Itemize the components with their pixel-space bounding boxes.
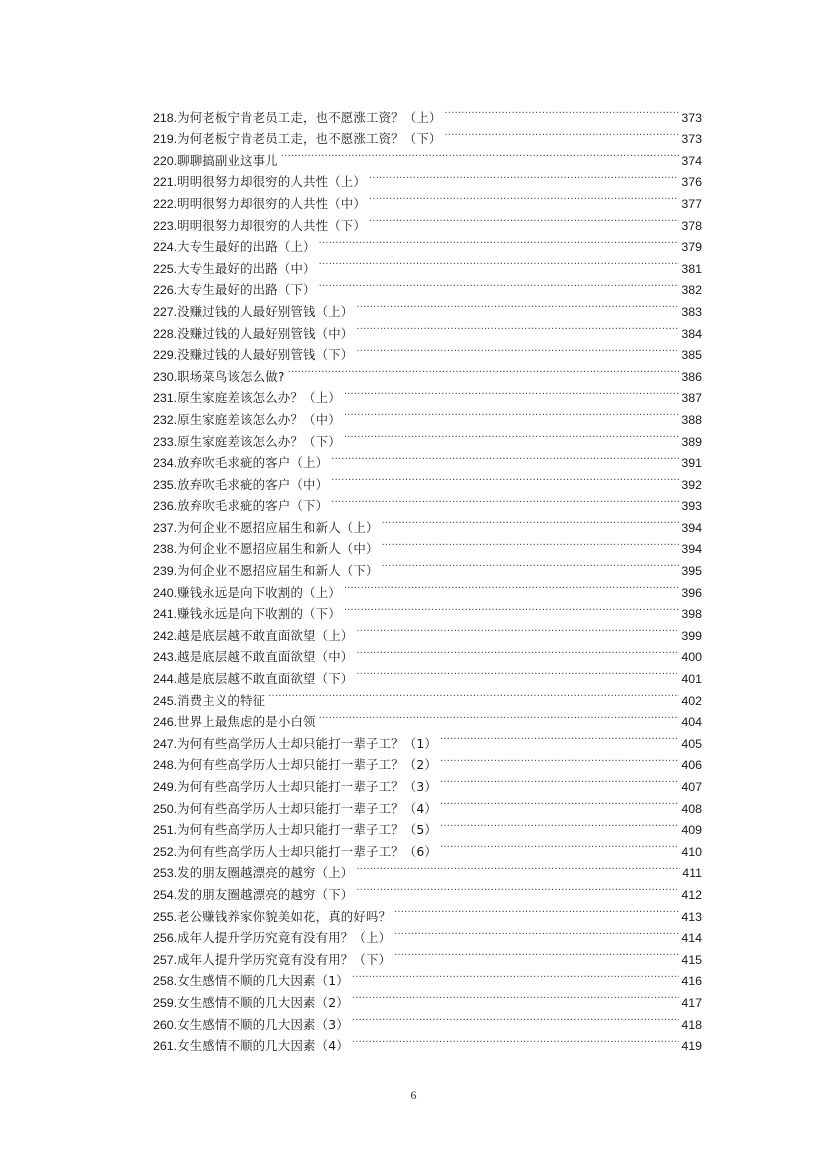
toc-entry-page: 387 [681, 391, 702, 406]
toc-entry-title: 大专生最好的出路（上） [177, 239, 316, 255]
toc-dot-leader [352, 964, 679, 986]
toc-entry-page: 411 [682, 866, 702, 881]
toc-entry-number: 221. [153, 175, 178, 190]
toc-entry-number: 247. [153, 736, 178, 751]
toc-entry-page: 413 [681, 909, 702, 924]
toc-entry-page: 383 [681, 304, 702, 319]
toc-entry-number: 228. [153, 326, 178, 341]
toc-entry-number: 259. [153, 995, 178, 1010]
toc-entry-page: 379 [681, 240, 702, 255]
toc-entry-title: 放弃吹毛求疵的客户（上） [177, 455, 329, 471]
toc-dot-leader [281, 143, 679, 165]
toc-entry-page: 385 [681, 348, 702, 363]
toc-dot-leader [319, 273, 680, 295]
toc-entry-page: 402 [681, 693, 702, 708]
toc-entry-page: 406 [681, 758, 702, 773]
toc-entry-page: 408 [681, 801, 702, 816]
toc-entry-number: 223. [153, 218, 178, 233]
toc-dot-leader [344, 424, 680, 446]
toc-entry-title: 为何老板宁肯老员工走，也不愿涨工资？（上） [177, 109, 442, 125]
toc-entry-title: 聊聊搞副业这事儿 [177, 152, 278, 168]
toc-entry-title: 女生感情不顺的几大因素（2） [177, 994, 349, 1010]
toc-entry-number: 232. [153, 412, 178, 427]
toc-entry-title: 越是底层越不敢直面欲望（下） [177, 671, 354, 687]
toc-entry-number: 231. [153, 391, 178, 406]
toc-entry-number: 241. [153, 607, 178, 622]
toc-dot-leader [344, 575, 680, 597]
toc-entry-number: 248. [153, 758, 178, 773]
toc-entry-title: 为何有些高学历人士却只能打一辈子工？（1） [177, 735, 438, 751]
toc-entry-number: 229. [153, 348, 178, 363]
toc-dot-leader [356, 856, 680, 878]
toc-entry-page: 378 [681, 218, 702, 233]
toc-entry-title: 原生家庭差该怎么办？（上） [177, 390, 341, 406]
toc-dot-leader [331, 467, 679, 489]
toc-entry-page: 395 [681, 564, 702, 579]
toc-entry-page: 409 [681, 823, 702, 838]
toc-dot-leader [344, 597, 680, 619]
toc-entry-number: 257. [153, 952, 178, 967]
toc-entry-page: 394 [681, 542, 702, 557]
toc-dot-leader [356, 877, 679, 899]
toc-entry-page: 419 [681, 1039, 702, 1054]
toc-entry-page: 418 [681, 1017, 702, 1032]
toc-entry-number: 256. [153, 931, 178, 946]
toc-entry-title: 赚钱永远是向下收割的（下） [177, 606, 341, 622]
toc-entry-title: 为何老板宁肯老员工走，也不愿涨工资？（下） [177, 131, 442, 147]
toc-entry-number: 234. [153, 456, 178, 471]
toc-entry-number: 250. [153, 801, 178, 816]
toc-dot-leader [440, 813, 679, 835]
toc-entry-title: 为何企业不愿招应届生和新人（下） [177, 563, 379, 579]
toc-entry-page: 393 [681, 499, 702, 514]
toc-entry-title: 为何企业不愿招应届生和新人（中） [177, 541, 379, 557]
toc-entry-title: 明明很努力却很穷的人共性（下） [177, 217, 366, 233]
toc-entry-page: 377 [681, 196, 702, 211]
toc-entry-number: 227. [153, 304, 178, 319]
toc-dot-leader [319, 230, 680, 252]
toc-entry-title: 明明很努力却很穷的人共性（上） [177, 174, 366, 190]
toc-dot-leader [394, 899, 679, 921]
toc-entry-title: 原生家庭差该怎么办？（下） [177, 433, 341, 449]
toc-entry-number: 230. [153, 369, 178, 384]
table-of-contents [153, 100, 702, 1054]
toc-entry-title: 发的朋友圈越漂亮的越穷（上） [177, 865, 354, 881]
toc-entry-page: 396 [681, 585, 702, 600]
toc-entry-number: 254. [153, 887, 178, 902]
toc-dot-leader [369, 165, 679, 187]
toc-entry-number: 249. [153, 780, 178, 794]
toc-dot-leader [382, 510, 680, 532]
toc-entry-page: 414 [681, 931, 702, 946]
toc-entry-page: 374 [681, 153, 702, 168]
toc-dot-leader [382, 532, 680, 554]
toc-entry-page: 404 [681, 715, 702, 730]
toc-entry-number: 239. [153, 564, 178, 579]
page-number: 6 [410, 1088, 417, 1102]
toc-dot-leader [352, 1029, 679, 1051]
toc-dot-leader [369, 208, 679, 230]
toc-entry-number: 253. [153, 866, 178, 881]
toc-entry-title: 为何有些高学历人士却只能打一辈子工？（6） [177, 843, 438, 859]
toc-dot-leader [440, 726, 679, 748]
toc-entry-page: 405 [681, 736, 702, 751]
toc-dot-leader [356, 316, 679, 338]
toc-entry-page: 381 [681, 261, 702, 276]
toc-dot-leader [268, 683, 679, 705]
toc-dot-leader [352, 1007, 679, 1029]
toc-entry-number: 260. [153, 1017, 178, 1032]
toc-entry-title: 放弃吹毛求疵的客户（中） [177, 476, 329, 492]
toc-entry-title: 消费主义的特征 [177, 692, 266, 708]
toc-entry-number: 242. [153, 628, 178, 643]
toc-dot-leader [319, 251, 680, 273]
toc-entry-title: 越是底层越不敢直面欲望（中） [177, 649, 354, 665]
toc-dot-leader [440, 791, 679, 813]
toc-entry-number: 251. [153, 823, 178, 838]
toc-entry-number: 252. [153, 844, 178, 859]
toc-entry-page: 373 [681, 110, 702, 125]
toc-dot-leader [445, 100, 680, 122]
toc-entry-number: 246. [153, 715, 178, 730]
toc-entry-number: 220. [153, 153, 178, 168]
toc-entry-page: 386 [681, 369, 702, 384]
toc-entry-number: 238. [153, 542, 178, 557]
toc-entry-page: 400 [681, 650, 702, 665]
toc-dot-leader [394, 921, 679, 943]
toc-entry-page: 384 [681, 326, 702, 341]
toc-entry-title: 放弃吹毛求疵的客户（下） [177, 498, 329, 514]
toc-entry-title: 为何有些高学历人士却只能打一辈子工？（4） [177, 800, 438, 816]
toc-dot-leader [356, 294, 679, 316]
toc-entry-title: 赚钱永远是向下收割的（上） [177, 584, 341, 600]
toc-dot-leader [356, 661, 679, 683]
toc-dot-leader [356, 338, 679, 360]
toc-entry-number: 225. [153, 261, 178, 276]
toc-entry-page: 401 [681, 672, 702, 687]
toc-entry-number: 222. [153, 196, 178, 211]
toc-entry-title: 大专生最好的出路（下） [177, 282, 316, 298]
toc-dot-leader [356, 618, 679, 640]
toc-entry-page: 416 [681, 974, 702, 989]
toc-entry-title: 成年人提升学历究竟有没有用？（上） [177, 930, 392, 946]
toc-entry-page: 398 [681, 607, 702, 622]
toc-entry-page: 410 [681, 844, 702, 859]
toc-entry-title: 越是底层越不敢直面欲望（上） [177, 627, 354, 643]
toc-entry-page: 391 [681, 456, 702, 471]
toc-entry-page: 399 [681, 628, 702, 643]
toc-dot-leader [352, 985, 679, 1007]
toc-entry[interactable] [153, 100, 702, 125]
toc-dot-leader [344, 381, 680, 403]
toc-entry-page: 407 [681, 780, 702, 794]
toc-entry-title: 职场菜鸟该怎么做? [177, 368, 285, 384]
toc-dot-leader [319, 705, 680, 727]
toc-entry-page: 417 [681, 995, 702, 1010]
toc-entry-number: 224. [153, 240, 178, 255]
toc-entry-title: 没赚过钱的人最好别管钱（下） [177, 347, 354, 363]
toc-entry-title: 原生家庭差该怎么办？（中） [177, 411, 341, 427]
toc-dot-leader [331, 489, 679, 511]
toc-entry-number: 218. [153, 110, 178, 125]
toc-entry-number: 237. [153, 520, 178, 535]
toc-entry-page: 388 [681, 412, 702, 427]
toc-entry-title: 世界上最焦虑的是小白领 [177, 714, 316, 730]
toc-dot-leader [440, 834, 679, 856]
toc-entry-title: 没赚过钱的人最好别管钱（中） [177, 325, 354, 341]
toc-entry-title: 明明很努力却很穷的人共性（中） [177, 195, 366, 211]
toc-dot-leader [331, 446, 679, 468]
toc-dot-leader [382, 553, 680, 575]
toc-entry-title: 发的朋友圈越漂亮的越穷（下） [177, 886, 354, 902]
toc-entry-number: 226. [153, 283, 178, 298]
toc-entry-title: 老公赚钱养家你貌美如花，真的好吗？ [177, 908, 392, 924]
toc-entry-title: 女生感情不顺的几大因素（4） [177, 1038, 349, 1054]
toc-dot-leader [344, 402, 680, 424]
toc-entry-page: 392 [681, 477, 702, 492]
toc-entry-number: 245. [153, 693, 178, 708]
toc-entry-page: 394 [681, 520, 702, 535]
toc-entry-title: 没赚过钱的人最好别管钱（上） [177, 303, 354, 319]
toc-entry-number: 244. [153, 672, 178, 687]
toc-entry-number: 236. [153, 499, 178, 514]
toc-dot-leader [440, 748, 679, 770]
toc-dot-leader [440, 769, 679, 791]
toc-entry-number: 243. [153, 650, 178, 665]
toc-entry-page: 415 [681, 952, 702, 967]
toc-entry-page: 373 [681, 132, 702, 147]
toc-entry-title: 为何有些高学历人士却只能打一辈子工？（5） [177, 822, 438, 838]
toc-entry-page: 382 [681, 283, 702, 298]
toc-dot-leader [394, 942, 679, 964]
toc-entry-page: 376 [681, 175, 702, 190]
toc-entry-number: 261. [153, 1039, 178, 1054]
toc-entry-number: 219. [153, 132, 178, 147]
toc-entry-title: 成年人提升学历究竟有没有用？（下） [177, 951, 392, 967]
toc-entry-page: 389 [681, 434, 702, 449]
toc-entry-number: 258. [153, 974, 178, 989]
toc-entry-title: 女生感情不顺的几大因素（1） [177, 973, 349, 989]
toc-entry-title: 为何有些高学历人士却只能打一辈子工？（3） [177, 779, 438, 794]
toc-dot-leader [288, 359, 680, 381]
toc-entry-title: 为何有些高学历人士却只能打一辈子工？（2） [177, 757, 438, 773]
toc-entry-title: 为何企业不愿招应届生和新人（上） [177, 519, 379, 535]
toc-dot-leader [356, 640, 679, 662]
toc-entry-title: 大专生最好的出路（中） [177, 260, 316, 276]
toc-entry-number: 235. [153, 477, 178, 492]
toc-entry-page: 412 [681, 887, 702, 902]
toc-dot-leader [445, 122, 680, 144]
toc-entry-number: 240. [153, 585, 178, 600]
toc-entry-number: 255. [153, 909, 178, 924]
toc-dot-leader [369, 186, 679, 208]
toc-entry-title: 女生感情不顺的几大因素（3） [177, 1016, 349, 1032]
toc-entry-number: 233. [153, 434, 178, 449]
